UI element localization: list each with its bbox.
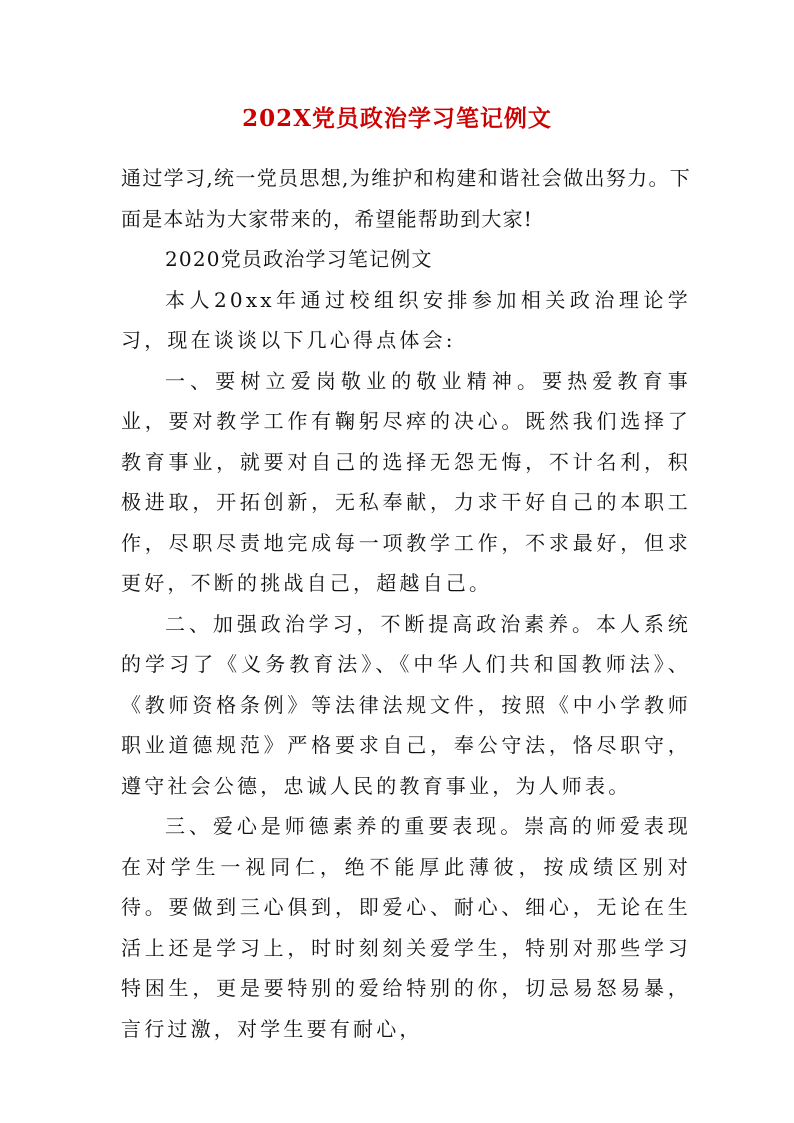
subtitle-paragraph: 2020党员政治学习笔记例文	[165, 247, 433, 271]
intro-paragraph: 通过学习,统一党员思想,为维护和构建和谐社会做出努力。下面是本站为大家带来的，希望能帮助到大家!	[121, 166, 691, 231]
opening-paragraph: 本人20xx年通过校组织安排参加相关政治理论学习，现在谈谈以下几心得点体会:	[121, 287, 691, 352]
point-one-paragraph: 一、要树立爱岗敬业的敬业精神。要热爱教育事业，要对教学工作有鞠躬尽瘁的决心。既然我们选择了教育事业，就要对自己的选择无怨无悔，不计名利，积极进取，开拓创新，无私奉献，力求干好自己的本职工作，尽职尽责地完成每一项教学工作，不求最好，但求更好，不断的挑战自己，超越自己。	[121, 368, 691, 595]
document-title: 202X党员政治学习笔记例文	[242, 105, 552, 132]
document-body	[121, 158, 691, 1049]
point-three-paragraph: 三、爱心是师德素养的重要表现。崇高的师爱表现在对学生一视同仁，绝不能厚此薄彼，按成绩区别对待。要做到三心俱到，即爱心、耐心、细心，无论在生活上还是学习上，时时刻刻关爱学生，特别对那些学习特困生，更是要特别的爱给特别的你，切忌易怒易暴，言行过激，对学生要有耐心，	[121, 814, 691, 1041]
point-two-paragraph: 二、加强政治学习，不断提高政治素养。本人系统的学习了《义务教育法》、《中华人们共和国教师法》、《教师资格条例》等法律法规文件，按照《中小学教师职业道德规范》严格要求自己，奉公守法，恪尽职守，遵守社会公德，忠诚人民的教育事业，为人师表。	[121, 611, 691, 798]
